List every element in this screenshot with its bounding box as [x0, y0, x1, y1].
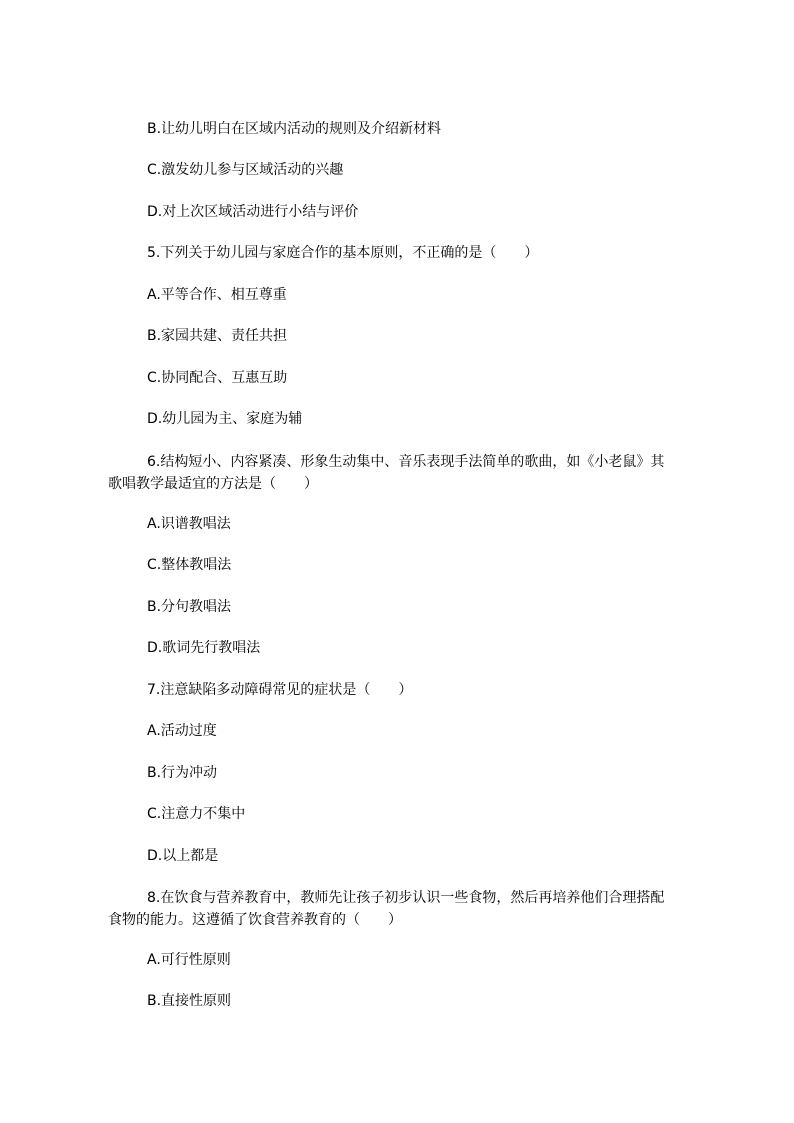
- option-line: A.可行性原则: [147, 952, 231, 968]
- option-line: A.活动过度: [147, 723, 217, 739]
- option-line: C.整体教唱法: [147, 557, 232, 573]
- option-line: B.家园共建、责任共担: [147, 328, 288, 344]
- option-line: D.歌词先行教唱法: [147, 640, 261, 656]
- option-line: D.幼儿园为主、家庭为辅: [147, 411, 303, 427]
- option-line: D.对上次区域活动进行小结与评价: [147, 204, 359, 220]
- question-line: 5.下列关于幼儿园与家庭合作的基本原则，不正确的是（ ）: [147, 245, 539, 261]
- option-line: C.激发幼儿参与区域活动的兴趣: [147, 162, 344, 178]
- question-paragraph: 6.结构短小、内容紧凑、形象生动集中、音乐表现手法简单的歌曲，如《小老鼠》其歌唱教学最适宜的方法是（ ）: [108, 454, 665, 492]
- option-line: B.行为冲动: [147, 765, 218, 781]
- question-paragraph: 8.在饮食与营养教育中，教师先让孩子初步认识一些食物，然后再培养他们合理搭配食物的能力。这遵循了饮食营养教育的（ ）: [108, 890, 665, 928]
- option-line: D.以上都是: [147, 848, 219, 864]
- question-line: 7.注意缺陷多动障碍常见的症状是（ ）: [147, 682, 413, 698]
- option-line: A.识谱教唱法: [147, 516, 231, 532]
- option-line: B.分句教唱法: [147, 599, 232, 615]
- option-line: B.直接性原则: [147, 993, 232, 1009]
- option-line: B.让幼儿明白在区域内活动的规则及介绍新材料: [147, 121, 442, 137]
- option-line: C.注意力不集中: [147, 806, 246, 822]
- option-line: A.平等合作、相互尊重: [147, 287, 287, 303]
- option-line: C.协同配合、互惠互助: [147, 370, 288, 386]
